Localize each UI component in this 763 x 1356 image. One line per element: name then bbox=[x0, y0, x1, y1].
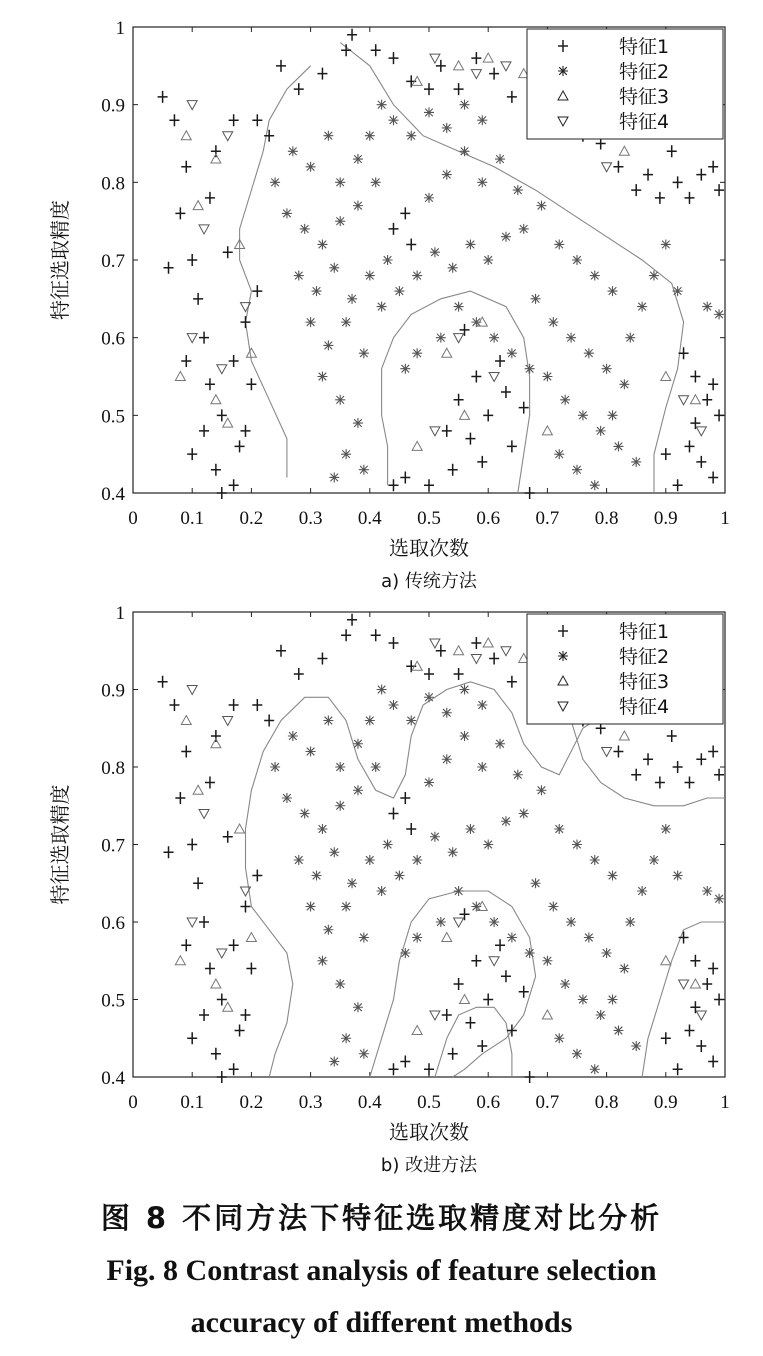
chart-a-point-feature-2 bbox=[578, 410, 588, 420]
chart-a-point-feature-2 bbox=[329, 472, 339, 482]
chart-a-point-feature-2 bbox=[602, 364, 612, 374]
chart-b-y-tick-label: 0.7 bbox=[101, 835, 125, 857]
chart-a-point-feature-2 bbox=[465, 239, 475, 249]
chart-a-point-feature-2 bbox=[294, 271, 304, 281]
chart-b-point-feature-2 bbox=[483, 840, 493, 850]
chart-a-point-feature-2 bbox=[649, 271, 659, 281]
chart-b-point-feature-2 bbox=[388, 700, 398, 710]
chart-a-point-feature-2 bbox=[406, 131, 416, 141]
chart-a-point-feature-2 bbox=[347, 294, 357, 304]
chart-a-point-feature-2 bbox=[436, 333, 446, 343]
chart-b-point-feature-2 bbox=[477, 762, 487, 772]
chart-b-point-feature-2 bbox=[329, 847, 339, 857]
chart-a-point-feature-2 bbox=[454, 302, 464, 312]
chart-a-x-tick-label: 0.7 bbox=[535, 508, 560, 529]
chart-b-point-feature-2 bbox=[329, 1057, 339, 1067]
chart-b-point-feature-2 bbox=[507, 933, 517, 943]
chart-a-x-tick-label: 0.3 bbox=[298, 508, 323, 529]
chart-a-x-tick-label: 0.9 bbox=[653, 508, 678, 529]
chart-a-x-tick-label: 0 bbox=[128, 508, 138, 529]
chart-b-point-feature-2 bbox=[465, 824, 475, 834]
chart-b-legend-label-feature-1: 特征1 bbox=[619, 621, 670, 643]
chart-b-x-tick-label: 0.6 bbox=[476, 1092, 501, 1113]
chart-b-point-feature-2 bbox=[442, 708, 452, 718]
chart-a-point-feature-2 bbox=[495, 154, 505, 164]
chart-b-legend-label-feature-4: 特征4 bbox=[619, 696, 670, 718]
chart-b-point-feature-2 bbox=[673, 871, 683, 881]
chart-a-point-feature-2 bbox=[608, 410, 618, 420]
chart-b-point-feature-2 bbox=[424, 778, 434, 788]
chart-b-point-feature-2 bbox=[631, 1041, 641, 1051]
chart-b-x-tick-label: 1 bbox=[720, 1092, 730, 1113]
chart-b-point-feature-2 bbox=[442, 754, 452, 764]
chart-b-point-feature-2 bbox=[430, 832, 440, 842]
chart-a-point-feature-2 bbox=[329, 263, 339, 273]
chart-b-point-feature-2 bbox=[353, 739, 363, 749]
chart-b-point-feature-2 bbox=[590, 855, 600, 865]
chart-a-point-feature-2 bbox=[566, 333, 576, 343]
chart-b-point-feature-2 bbox=[454, 886, 464, 896]
chart-a-point-feature-2 bbox=[525, 364, 535, 374]
figure-caption-chinese: 图 8 不同方法下特征选取精度对比分析 bbox=[100, 1201, 663, 1235]
chart-b-point-feature-2 bbox=[714, 894, 724, 904]
chart-b-point-feature-2 bbox=[596, 1010, 606, 1020]
chart-a-point-feature-2 bbox=[412, 271, 422, 281]
chart-a-point-feature-2 bbox=[637, 302, 647, 312]
chart-b-x-tick-label: 0.5 bbox=[417, 1092, 441, 1113]
chart-a-point-feature-2 bbox=[312, 286, 322, 296]
chart-a-point-feature-2 bbox=[619, 379, 629, 389]
chart-a-x-tick-label: 1 bbox=[720, 508, 730, 529]
chart-b-point-feature-2 bbox=[347, 878, 357, 888]
chart-b-point-feature-2 bbox=[477, 700, 487, 710]
chart-a-point-feature-2 bbox=[536, 201, 546, 211]
chart-a-point-feature-2 bbox=[270, 177, 280, 187]
chart-a-point-feature-2 bbox=[394, 286, 404, 296]
chart-b-point-feature-2 bbox=[312, 871, 322, 881]
chart-a-legend-label-feature-3: 特征3 bbox=[619, 86, 670, 108]
chart-b-point-feature-2 bbox=[406, 716, 416, 726]
chart-a-point-feature-2 bbox=[371, 177, 381, 187]
chart-b-point-feature-2 bbox=[317, 956, 327, 966]
chart-b-point-feature-2 bbox=[602, 948, 612, 958]
chart-b-legend-label-feature-2: 特征2 bbox=[619, 646, 670, 668]
chart-b-point-feature-2 bbox=[377, 685, 387, 695]
chart-a-point-feature-2 bbox=[554, 239, 564, 249]
chart-b-point-feature-2 bbox=[584, 933, 594, 943]
chart-a-point-feature-2 bbox=[317, 239, 327, 249]
chart-b-point-feature-2 bbox=[590, 1064, 600, 1074]
chart-a-point-feature-2 bbox=[548, 317, 558, 327]
chart-b-point-feature-2 bbox=[424, 692, 434, 702]
chart-a-point-feature-2 bbox=[613, 441, 623, 451]
chart-b-legend-marker-feature-2 bbox=[558, 651, 568, 661]
chart-a-point-feature-2 bbox=[608, 286, 618, 296]
chart-b-point-feature-2 bbox=[702, 886, 712, 896]
chart-a-point-feature-2 bbox=[353, 201, 363, 211]
chart-b-x-tick-label: 0.8 bbox=[594, 1092, 619, 1113]
chart-b-subtitle: b) 改进方法 bbox=[380, 1155, 478, 1176]
chart-b-point-feature-2 bbox=[548, 902, 558, 912]
chart-b-point-feature-2 bbox=[359, 1049, 369, 1059]
chart-a-x-tick-label: 0.5 bbox=[417, 508, 441, 529]
chart-a-point-feature-2 bbox=[335, 216, 345, 226]
chart-a-y-tick-label: 0.4 bbox=[101, 484, 125, 505]
chart-b-point-feature-2 bbox=[365, 716, 375, 726]
chart-b-point-feature-2 bbox=[554, 824, 564, 834]
chart-b-y-tick-label: 0.5 bbox=[101, 990, 125, 1012]
chart-a-point-feature-2 bbox=[353, 154, 363, 164]
chart-b-point-feature-2 bbox=[294, 855, 304, 865]
chart-a-y-tick-label: 0.8 bbox=[101, 173, 125, 195]
chart-b-point-feature-2 bbox=[554, 1033, 564, 1043]
chart-a-point-feature-2 bbox=[448, 263, 458, 273]
chart-b-point-feature-2 bbox=[560, 979, 570, 989]
chart-a-point-feature-2 bbox=[323, 131, 333, 141]
chart-a-point-feature-2 bbox=[335, 395, 345, 405]
chart-a-legend-label-feature-1: 特征1 bbox=[619, 36, 670, 58]
chart-b-point-feature-2 bbox=[353, 1002, 363, 1012]
chart-b-legend-label-feature-3: 特征3 bbox=[619, 671, 670, 693]
chart-a-point-feature-2 bbox=[442, 123, 452, 133]
chart-b-point-feature-2 bbox=[383, 840, 393, 850]
chart-b-point-feature-2 bbox=[619, 964, 629, 974]
figure-caption-english-line-1: Fig. 8 Contrast analysis of feature selection bbox=[106, 1254, 657, 1287]
chart-b-y-axis-label: 特征选取精度 bbox=[48, 784, 72, 905]
chart-b-point-feature-2 bbox=[412, 933, 422, 943]
chart-b-x-tick-label: 0.1 bbox=[180, 1092, 205, 1113]
chart-b-point-feature-2 bbox=[300, 809, 310, 819]
chart-b-point-feature-2 bbox=[519, 809, 529, 819]
chart-a-point-feature-2 bbox=[400, 364, 410, 374]
chart-a-point-feature-2 bbox=[714, 309, 724, 319]
chart-b-y-tick-label: 0.4 bbox=[101, 1068, 125, 1089]
chart-b-point-feature-2 bbox=[341, 902, 351, 912]
chart-b-point-feature-2 bbox=[317, 824, 327, 834]
chart-b-point-feature-2 bbox=[371, 762, 381, 772]
chart-b-point-feature-2 bbox=[412, 855, 422, 865]
chart-a-point-feature-2 bbox=[542, 372, 552, 382]
chart-a-point-feature-2 bbox=[531, 294, 541, 304]
chart-b-point-feature-2 bbox=[460, 731, 470, 741]
chart-b-x-axis-label: 选取次数 bbox=[389, 1120, 469, 1144]
chart-a-point-feature-2 bbox=[442, 170, 452, 180]
chart-a-point-feature-2 bbox=[560, 395, 570, 405]
chart-b-point-feature-2 bbox=[661, 824, 671, 834]
chart-b-point-feature-2 bbox=[513, 770, 523, 780]
chart-a-point-feature-2 bbox=[306, 162, 316, 172]
chart-b-point-feature-2 bbox=[306, 747, 316, 757]
chart-b-point-feature-2 bbox=[536, 785, 546, 795]
chart-a-point-feature-2 bbox=[584, 348, 594, 358]
chart-b-improved-method bbox=[48, 603, 730, 1176]
chart-a-x-tick-label: 0.2 bbox=[239, 508, 264, 529]
chart-b-point-feature-2 bbox=[578, 995, 588, 1005]
chart-a-point-feature-2 bbox=[590, 480, 600, 490]
chart-a-point-feature-2 bbox=[507, 348, 517, 358]
chart-a-point-feature-2 bbox=[323, 340, 333, 350]
chart-a-point-feature-2 bbox=[572, 465, 582, 475]
chart-b-point-feature-2 bbox=[341, 1033, 351, 1043]
chart-b-point-feature-2 bbox=[448, 847, 458, 857]
chart-a-point-feature-2 bbox=[288, 146, 298, 156]
chart-b-point-feature-2 bbox=[608, 871, 618, 881]
chart-a-y-tick-label: 0.7 bbox=[101, 251, 125, 272]
chart-a-point-feature-2 bbox=[365, 271, 375, 281]
chart-b-x-tick-label: 0.9 bbox=[653, 1092, 678, 1113]
chart-b-point-feature-2 bbox=[436, 917, 446, 927]
chart-a-point-feature-2 bbox=[377, 100, 387, 110]
chart-a-point-feature-2 bbox=[460, 146, 470, 156]
chart-b-point-feature-2 bbox=[608, 995, 618, 1005]
chart-a-y-tick-label: 0.5 bbox=[101, 406, 125, 428]
chart-a-point-feature-2 bbox=[424, 193, 434, 203]
chart-a-point-feature-2 bbox=[477, 177, 487, 187]
chart-a-subtitle: a) 传统方法 bbox=[381, 571, 477, 592]
chart-b-point-feature-2 bbox=[394, 871, 404, 881]
figure-caption-english-line-2: accuracy of different methods bbox=[190, 1306, 573, 1339]
chart-a-legend-label-feature-4: 特征4 bbox=[619, 111, 670, 133]
chart-a-point-feature-2 bbox=[282, 208, 292, 218]
chart-b-point-feature-2 bbox=[625, 917, 635, 927]
chart-a-point-feature-2 bbox=[519, 224, 529, 234]
chart-a-point-feature-2 bbox=[388, 115, 398, 125]
chart-a-point-feature-2 bbox=[412, 348, 422, 358]
chart-b-y-tick-label: 1 bbox=[115, 603, 125, 624]
chart-a-point-feature-2 bbox=[365, 131, 375, 141]
chart-a-x-tick-label: 0.4 bbox=[357, 508, 382, 529]
chart-b-point-feature-2 bbox=[335, 801, 345, 811]
chart-a-point-feature-2 bbox=[460, 100, 470, 110]
chart-b-point-feature-2 bbox=[323, 925, 333, 935]
chart-a-point-feature-2 bbox=[661, 239, 671, 249]
chart-a-traditional-method bbox=[48, 18, 730, 592]
chart-a-point-feature-2 bbox=[341, 449, 351, 459]
chart-b-point-feature-2 bbox=[613, 1026, 623, 1036]
chart-a-point-feature-2 bbox=[489, 333, 499, 343]
chart-b-point-feature-2 bbox=[531, 878, 541, 888]
chart-b-point-feature-2 bbox=[566, 917, 576, 927]
chart-b-point-feature-2 bbox=[365, 855, 375, 865]
chart-a-point-feature-2 bbox=[430, 247, 440, 257]
chart-a-point-feature-2 bbox=[554, 449, 564, 459]
chart-a-x-tick-label: 0.6 bbox=[476, 508, 501, 529]
chart-b-point-feature-2 bbox=[572, 840, 582, 850]
chart-b-point-feature-2 bbox=[542, 956, 552, 966]
chart-b-point-feature-2 bbox=[572, 1049, 582, 1059]
chart-b-x-tick-label: 0.7 bbox=[535, 1092, 560, 1113]
chart-a-point-feature-2 bbox=[306, 317, 316, 327]
chart-a-y-tick-label: 1 bbox=[115, 18, 125, 39]
chart-a-y-tick-label: 0.6 bbox=[101, 328, 125, 350]
chart-b-y-tick-label: 0.9 bbox=[101, 680, 125, 702]
chart-a-point-feature-2 bbox=[673, 286, 683, 296]
chart-b-point-feature-2 bbox=[637, 886, 647, 896]
chart-b-point-feature-2 bbox=[306, 902, 316, 912]
chart-b-y-tick-label: 0.8 bbox=[101, 758, 125, 779]
chart-b-point-feature-2 bbox=[489, 917, 499, 927]
chart-a-x-axis-label: 选取次数 bbox=[389, 536, 469, 560]
chart-b-point-feature-2 bbox=[359, 933, 369, 943]
chart-b-x-tick-label: 0.3 bbox=[298, 1092, 323, 1113]
chart-b-point-feature-2 bbox=[460, 685, 470, 695]
chart-b-point-feature-2 bbox=[335, 762, 345, 772]
chart-b-point-feature-2 bbox=[323, 716, 333, 726]
chart-b-point-feature-2 bbox=[353, 785, 363, 795]
chart-b-point-feature-2 bbox=[501, 816, 511, 826]
chart-a-point-feature-2 bbox=[702, 302, 712, 312]
chart-a-point-feature-2 bbox=[572, 255, 582, 265]
chart-a-point-feature-2 bbox=[383, 255, 393, 265]
chart-a-point-feature-2 bbox=[513, 185, 523, 195]
chart-a-point-feature-2 bbox=[341, 317, 351, 327]
chart-b-x-tick-label: 0.4 bbox=[357, 1092, 382, 1113]
chart-b-y-tick-label: 0.6 bbox=[101, 913, 125, 934]
chart-b-x-tick-label: 0.2 bbox=[239, 1092, 264, 1113]
chart-b-point-feature-2 bbox=[282, 793, 292, 803]
chart-a-point-feature-2 bbox=[317, 372, 327, 382]
chart-b-point-feature-2 bbox=[649, 855, 659, 865]
chart-a-y-tick-label: 0.9 bbox=[101, 95, 125, 117]
chart-a-x-tick-label: 0.8 bbox=[594, 508, 619, 529]
chart-b-point-feature-2 bbox=[270, 762, 280, 772]
chart-a-point-feature-2 bbox=[631, 457, 641, 467]
chart-a-legend-label-feature-2: 特征2 bbox=[619, 61, 670, 83]
chart-a-point-feature-2 bbox=[377, 302, 387, 312]
chart-a-point-feature-2 bbox=[590, 271, 600, 281]
chart-b-point-feature-2 bbox=[495, 739, 505, 749]
chart-a-point-feature-2 bbox=[483, 255, 493, 265]
chart-a-point-feature-2 bbox=[596, 426, 606, 436]
chart-b-point-feature-2 bbox=[400, 948, 410, 958]
chart-a-legend-marker-feature-2 bbox=[558, 66, 568, 76]
chart-a-point-feature-2 bbox=[359, 348, 369, 358]
chart-a-y-axis-label: 特征选取精度 bbox=[48, 200, 72, 320]
chart-a-point-feature-2 bbox=[625, 333, 635, 343]
chart-b-point-feature-2 bbox=[335, 979, 345, 989]
chart-a-point-feature-2 bbox=[501, 232, 511, 242]
chart-b-point-feature-2 bbox=[525, 948, 535, 958]
chart-a-point-feature-2 bbox=[359, 465, 369, 475]
chart-a-point-feature-2 bbox=[335, 177, 345, 187]
chart-b-point-feature-2 bbox=[288, 731, 298, 741]
chart-b-x-tick-label: 0 bbox=[128, 1092, 138, 1113]
chart-a-point-feature-2 bbox=[353, 418, 363, 428]
chart-a-point-feature-2 bbox=[424, 107, 434, 117]
chart-a-x-tick-label: 0.1 bbox=[180, 508, 205, 529]
chart-a-point-feature-2 bbox=[477, 115, 487, 125]
chart-a-point-feature-2 bbox=[300, 224, 310, 234]
chart-b-point-feature-2 bbox=[377, 886, 387, 896]
